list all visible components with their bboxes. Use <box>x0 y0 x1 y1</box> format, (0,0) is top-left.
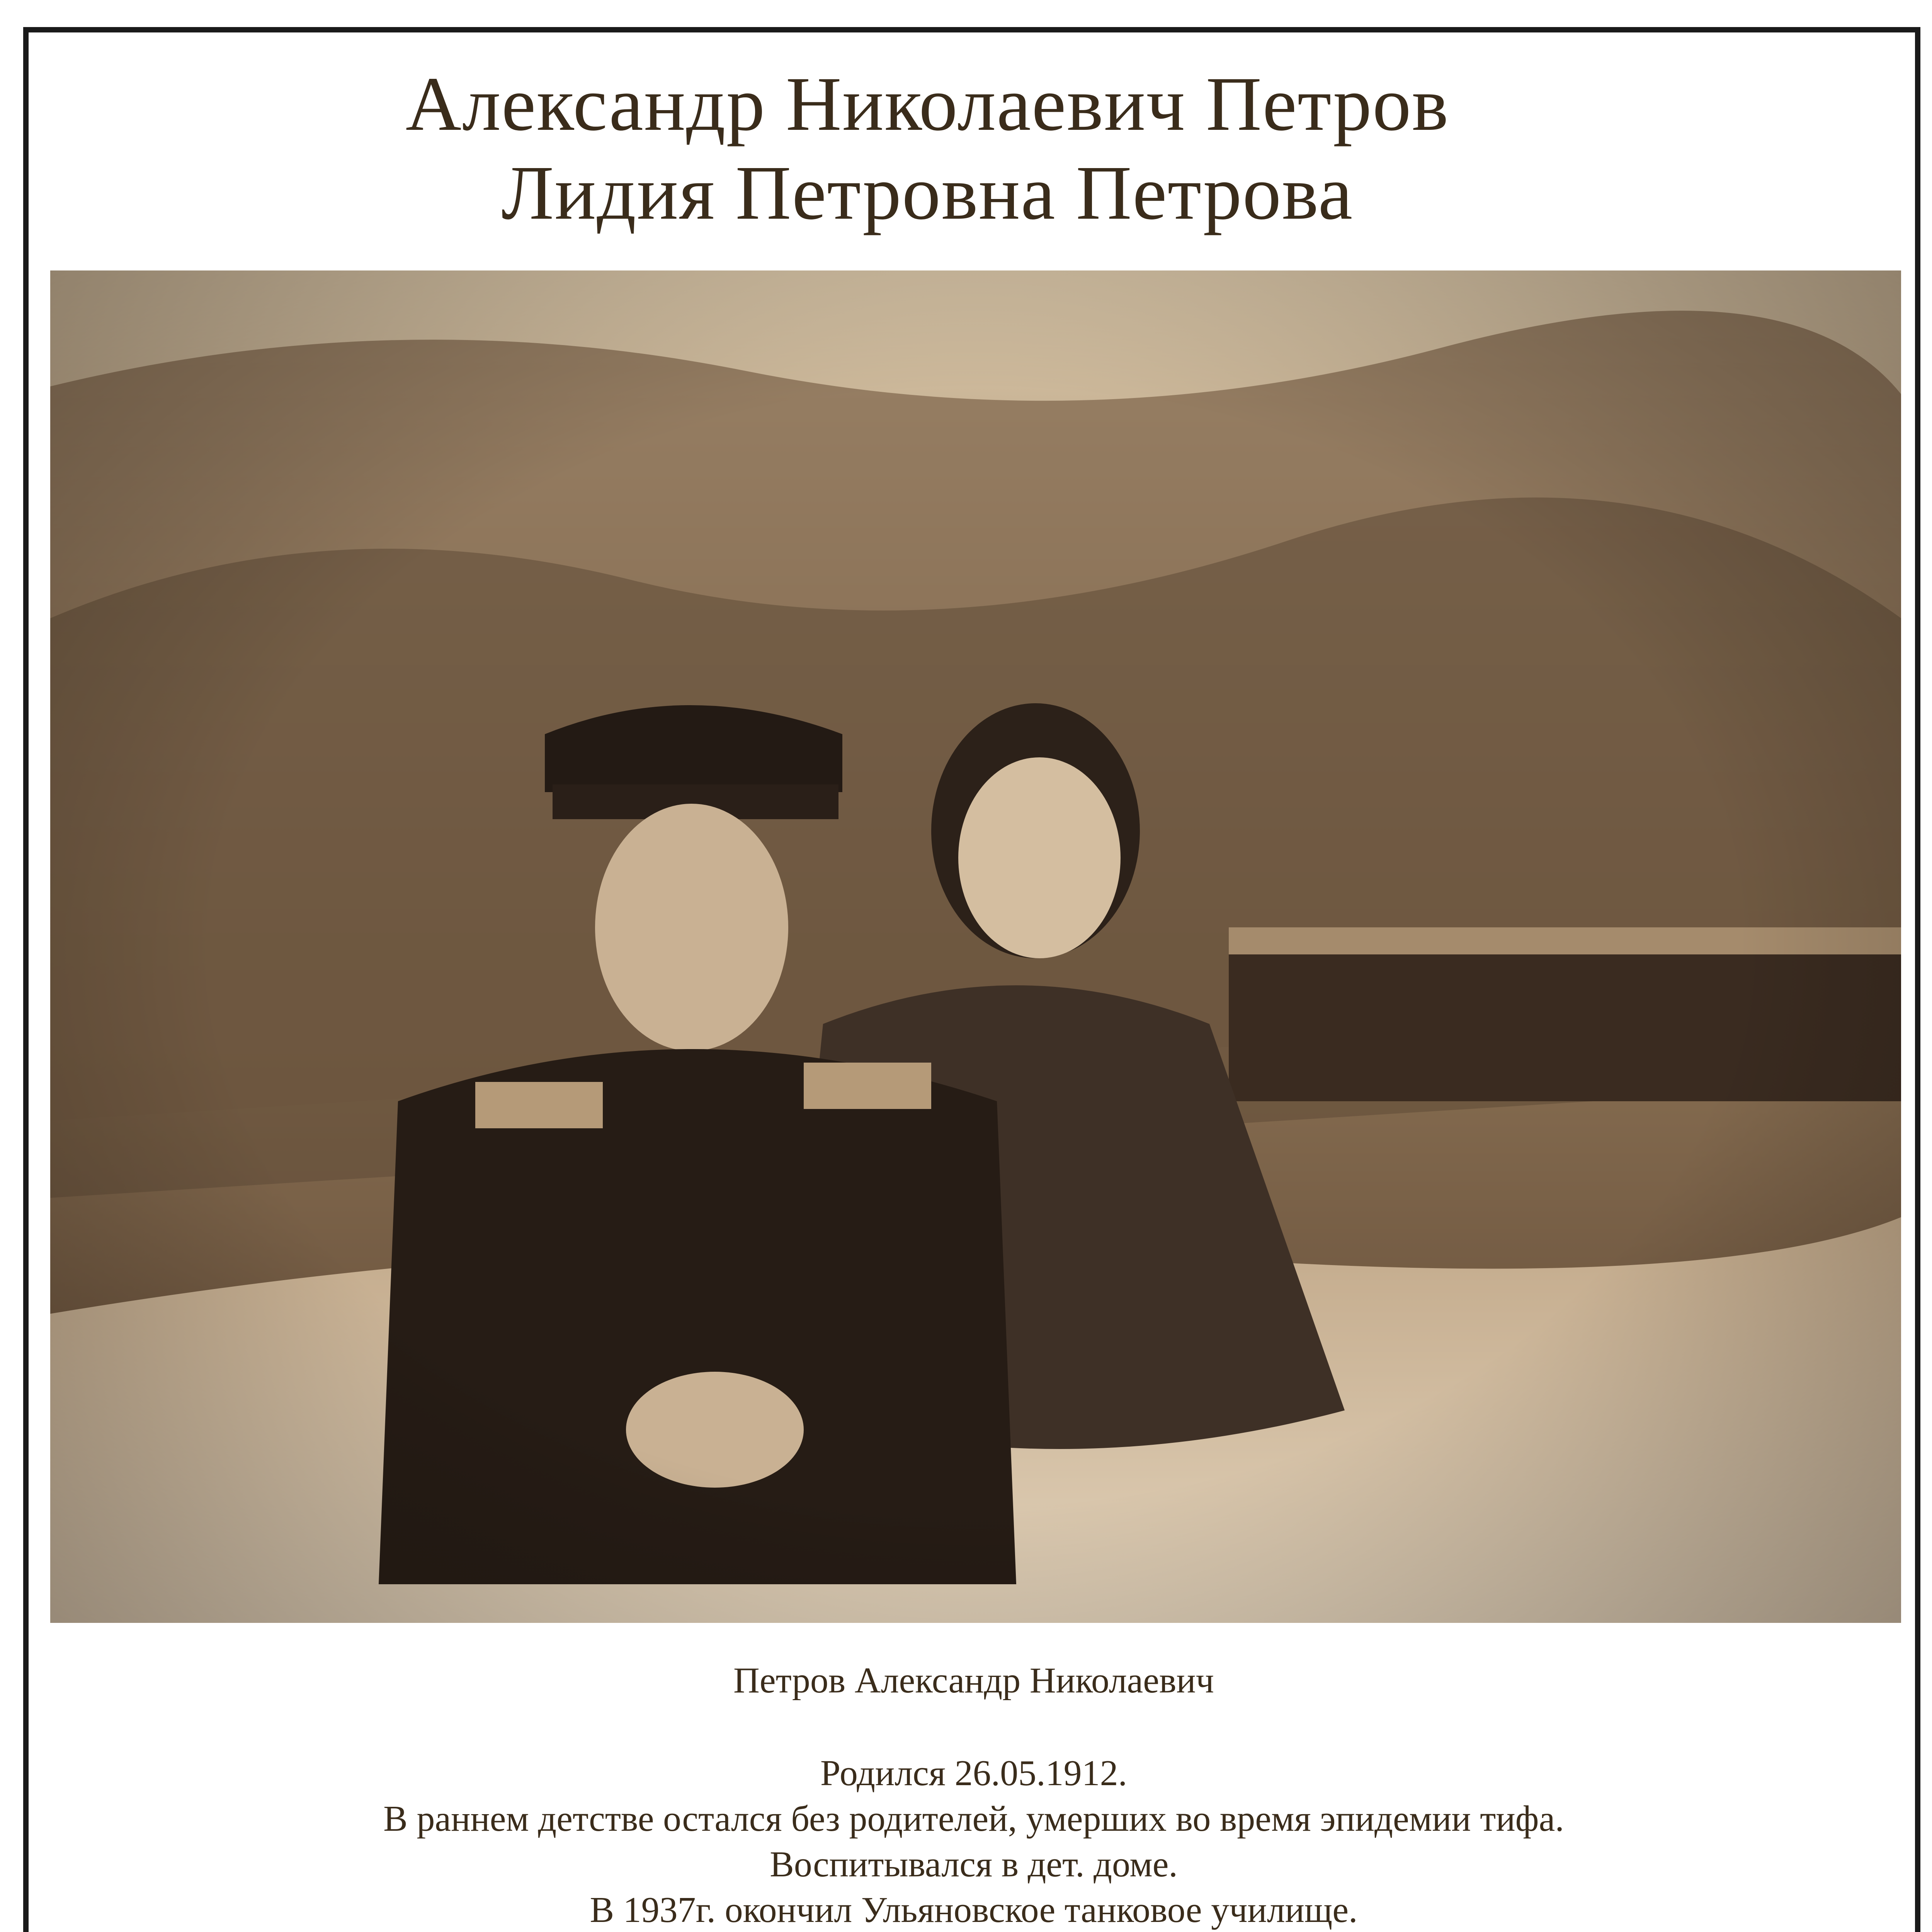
sepia-couple-photo <box>50 270 1901 1623</box>
bio-name: Петров Александр Николаевич <box>733 1660 1214 1701</box>
title-line-2: Лидия Петровна Петрова <box>501 150 1354 236</box>
title-line-1: Александр Николаевич Петров <box>405 61 1449 147</box>
bio-paragraph-1 <box>62 1750 1886 1932</box>
bio-line: В 1937г. окончил Ульяновское танковое училище. <box>590 1890 1358 1930</box>
photo-illustration <box>50 270 1901 1623</box>
bio-line: В раннем детстве остался без родителей, умерших во время эпидемии тифа. <box>383 1799 1564 1839</box>
bio-line: Воспитывался в дет. доме. <box>770 1844 1178 1884</box>
bio-line: Родился 26.05.1912. <box>820 1753 1128 1793</box>
